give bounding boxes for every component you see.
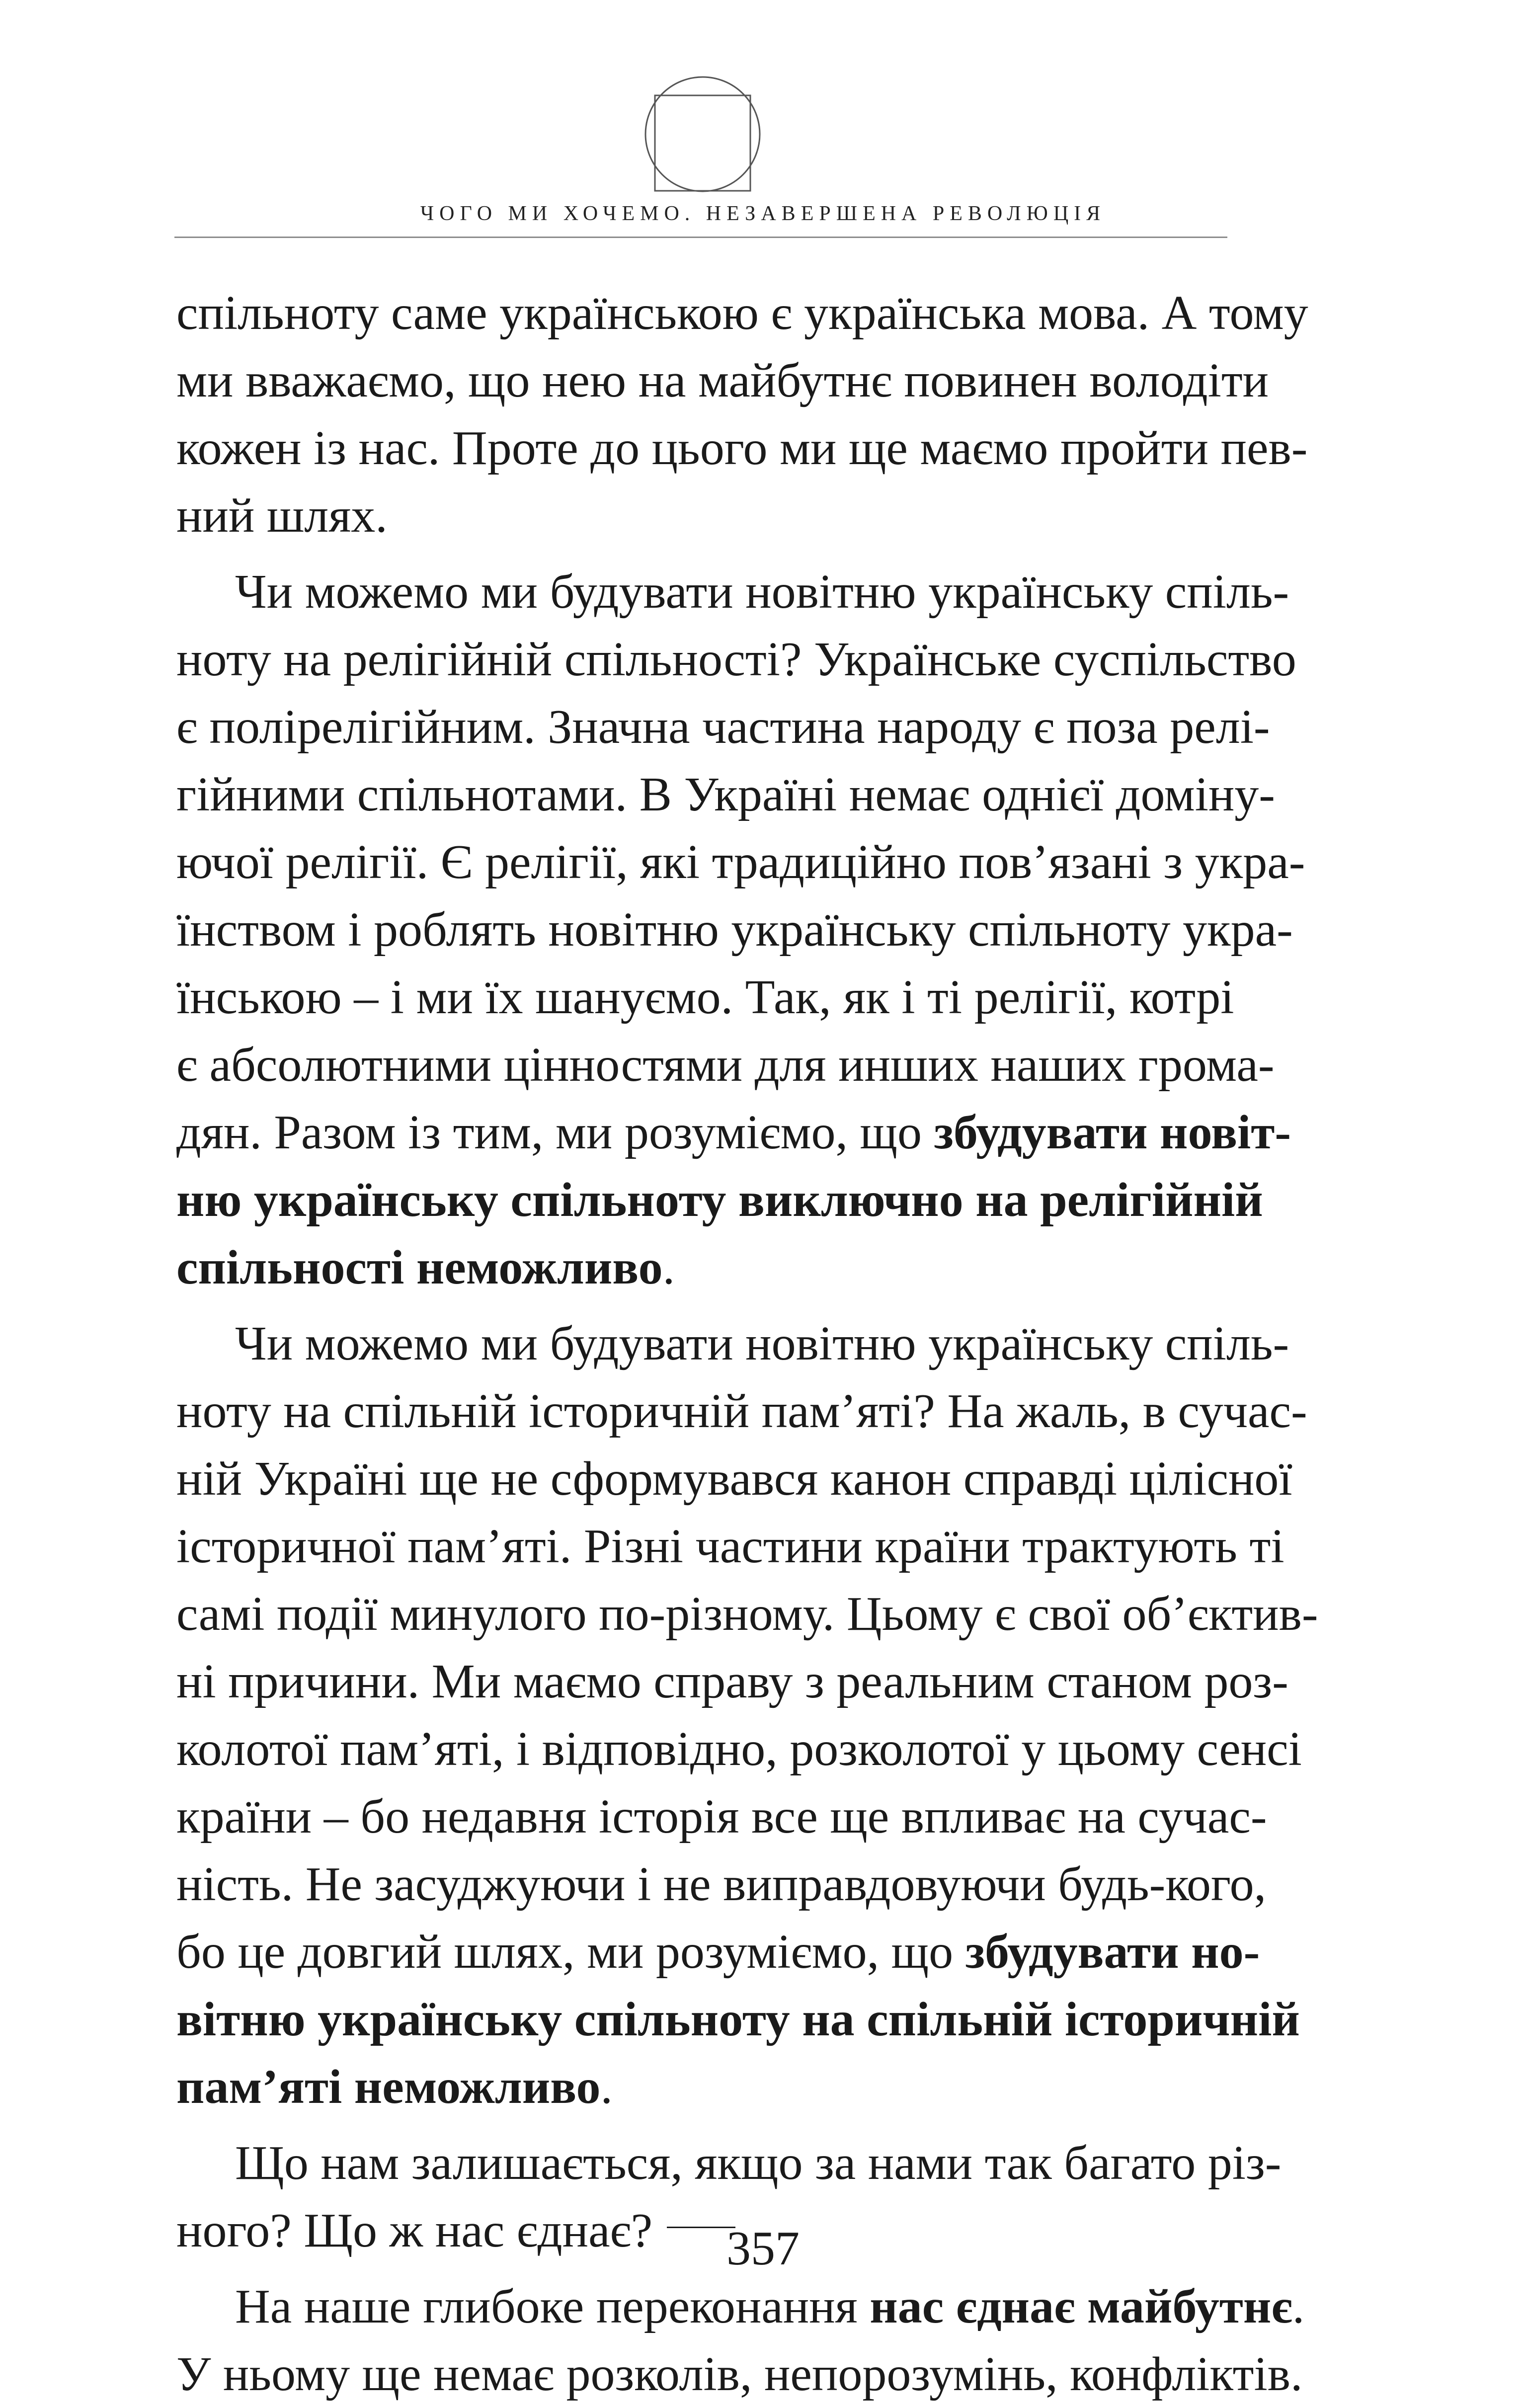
text-run: . (600, 2060, 613, 2114)
text-run: бо це довгий шлях, ми розуміємо, що (176, 1925, 965, 1979)
text-line: Що нам залишається, якщо за нами так багато різ- (235, 2136, 1282, 2190)
paragraph (176, 558, 1305, 1301)
paragraph (176, 279, 1308, 550)
text-line: ний шлях. (176, 489, 388, 543)
text-line (176, 1099, 1291, 1166)
text-line: Чи можемо ми будувати новітню українську спіль- (235, 1317, 1289, 1370)
text-line: ми вважаємо, що нею на майбутнє повинен володіти (176, 354, 1269, 407)
text-line (176, 2053, 1226, 2121)
text-line: є абсолютними цінностями для инших наших грома- (176, 1038, 1275, 1092)
bold-text-run: збудувати новіт- (934, 1106, 1291, 1159)
text-line: ного? Що ж нас єднає? (176, 2204, 653, 2257)
bold-text-line: ню українську спільноту виключно на релігійній (176, 1173, 1263, 1227)
text-line: самі події минулого по-різному. Цьому є свої об’єктив- (176, 1587, 1318, 1641)
text-line: їнською – і ми їх шануємо. Так, як і ті релігії, котрі (176, 970, 1234, 1024)
text-line: історичної пам’яті. Різні частини країни трактують ті (176, 1520, 1285, 1573)
text-line (176, 2273, 1305, 2340)
text-run: дян. Разом із тим, ми розуміємо, що (176, 1106, 934, 1159)
paragraph (176, 1310, 1318, 2121)
text-run: На наше глибоке переконання (235, 2280, 870, 2333)
circle-square-emblem-icon (644, 76, 761, 193)
text-line: ноту на релігійній спільності? Українське суспільство (176, 633, 1296, 686)
text-line: кожен із нас. Проте до цього ми ще маємо пройти пев- (176, 421, 1308, 475)
text-line (176, 1234, 1226, 1301)
bold-text-run: пам’яті неможливо (176, 2060, 601, 2114)
bold-text-run: збудувати но- (965, 1925, 1260, 1979)
text-line: колотої пам’яті, і відповідно, розколотої у цьому сенсі (176, 1722, 1302, 1776)
text-line: ній Україні ще не сформувався канон справді цілісної (176, 1452, 1292, 1506)
header-rule (174, 237, 1227, 238)
text-run: . (662, 1241, 675, 1294)
text-line: ноту на спільній історичній пам’яті? На жаль, в сучас- (176, 1384, 1307, 1438)
text-line (176, 1918, 1260, 1986)
text-line: Чи можемо ми будувати новітню українську спіль- (235, 565, 1289, 619)
text-line: гійними спільнотами. В Україні немає однієї доміну- (176, 768, 1275, 821)
text-line: У ньому ще немає розколів, непорозумінь, конфліктів. (176, 2347, 1303, 2401)
paragraph (176, 2273, 1305, 2408)
body-text (176, 279, 1318, 2408)
text-run: . (1292, 2280, 1305, 2333)
text-line: ні причини. Ми маємо справу з реальним станом роз- (176, 1655, 1288, 1708)
text-line: країни – бо недавня історія все ще впливає на сучас- (176, 1790, 1267, 1844)
text-line: ність. Не засуджуючи і не виправдовуючи будь-кого, (176, 1857, 1267, 1911)
text-line: їнством і роблять новітню українську спільноту укра- (176, 903, 1293, 957)
bold-text-run: нас єднає майбутнє (870, 2280, 1292, 2333)
text-line: є полірелігійним. Значна частина народу є поза релі- (176, 700, 1270, 754)
running-head: ЧОГО МИ ХОЧЕМО. НЕЗАВЕРШЕНА РЕВОЛЮЦІЯ (420, 202, 1106, 225)
text-line: спільноту саме українською є українська мова. А тому (176, 286, 1308, 340)
page-number: 357 (726, 2222, 800, 2275)
bold-text-line: вітню українську спільноту на спільній історичній (176, 1993, 1300, 2046)
bold-text-run: спільності неможливо (176, 1241, 663, 1294)
text-line: ючої релігії. Є релігії, які традиційно пов’язані з укра- (176, 835, 1305, 889)
